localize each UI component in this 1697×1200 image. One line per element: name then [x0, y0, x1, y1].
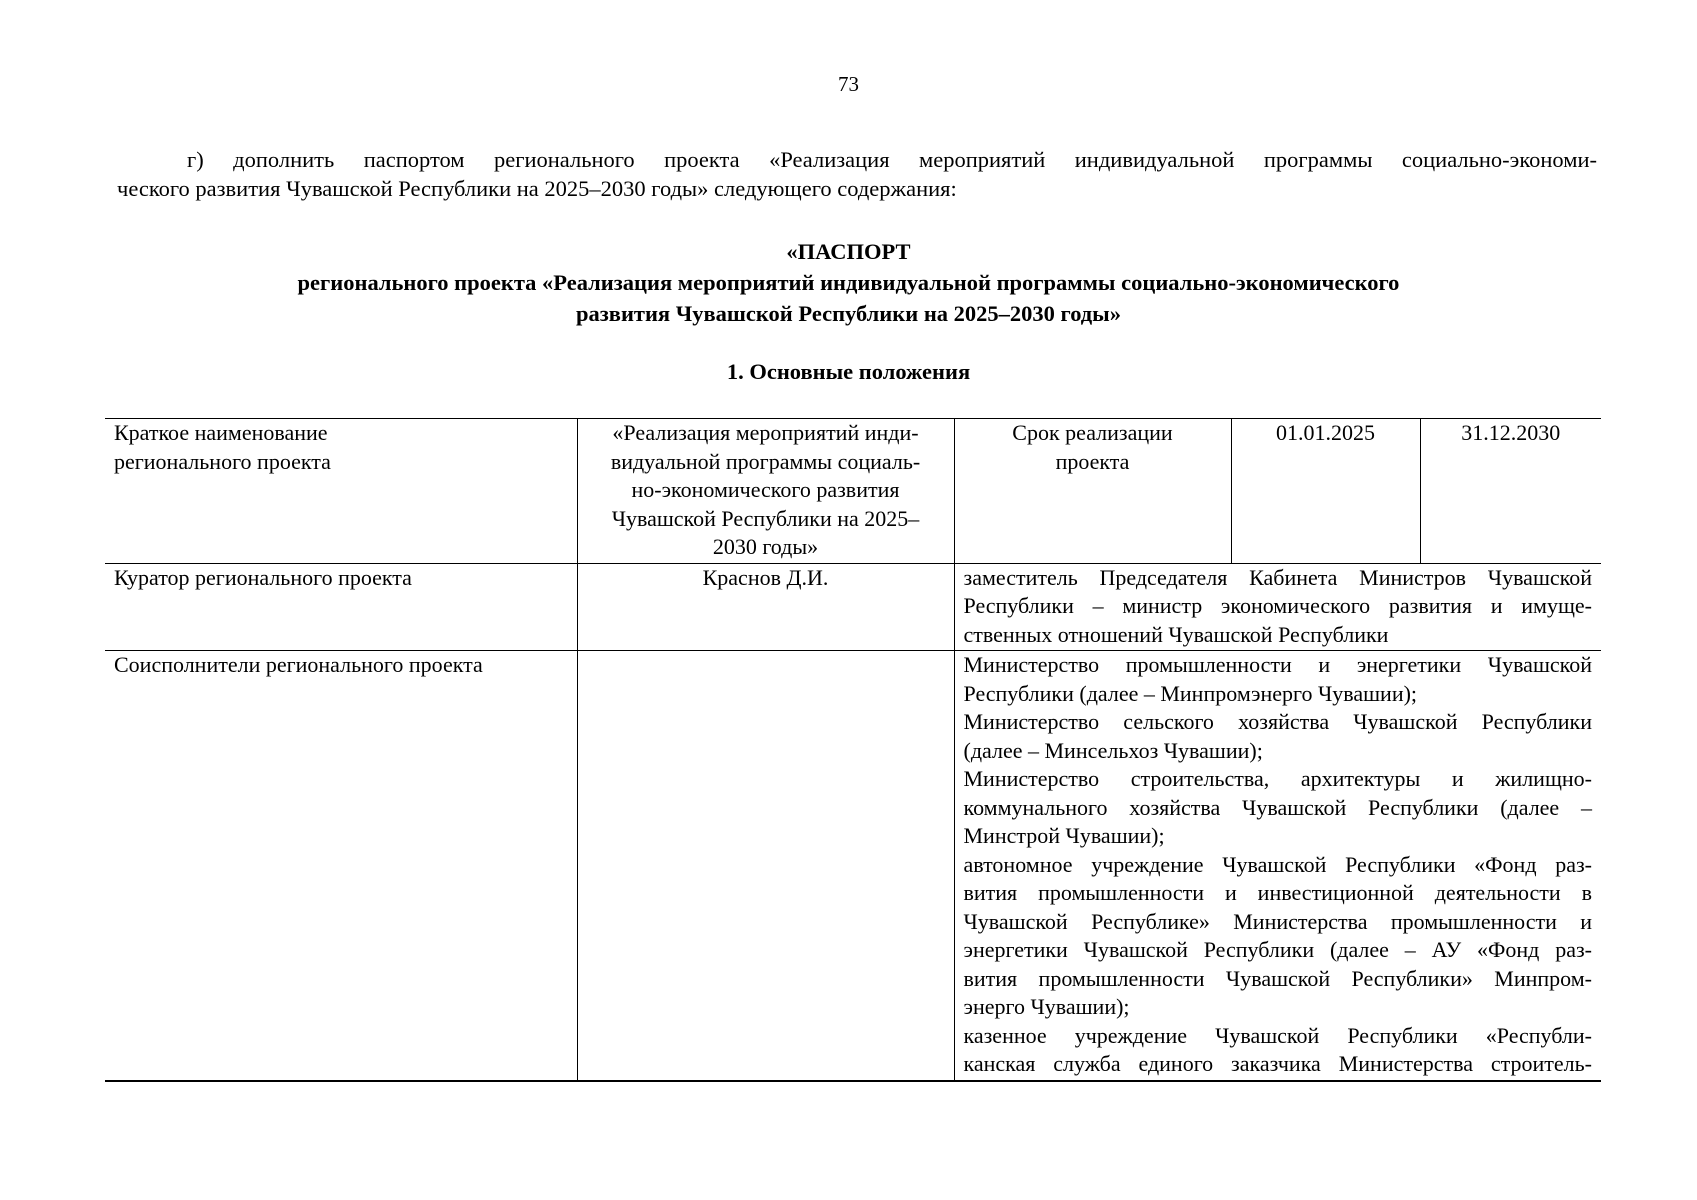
passport-title-line-3: развития Чувашской Республики на 2025–2030 годы»	[576, 301, 1121, 326]
passport-title-line-1: «ПАСПОРТ	[786, 239, 911, 264]
co-executor-line: казенное учреждение Чувашской Республики «Республи-	[963, 1022, 1592, 1048]
passport-title	[0, 236, 1697, 329]
term-label-line-2: проекта	[1055, 448, 1130, 474]
co-executors-list-cell	[954, 651, 1601, 1081]
term-label-cell	[954, 419, 1231, 564]
project-name-cell	[577, 419, 954, 564]
project-name-line: видуальной программы социаль-	[610, 448, 921, 474]
curator-position-line: заместитель Председателя Кабинета Министров Чувашской	[963, 564, 1592, 590]
passport-title-line-2: регионального проекта «Реализация мероприятий индивидуальной программы социально-экономического	[297, 270, 1400, 295]
project-name-line: Чувашской Республики на 2025–	[611, 505, 920, 531]
curator-position-line: Республики – министр экономического развития и имуще-	[963, 593, 1592, 618]
project-name-line: «Реализация мероприятий инди-	[612, 420, 919, 445]
start-date-cell: 01.01.2025	[1231, 419, 1420, 564]
project-name-line: 2030 годы»	[712, 534, 819, 559]
co-executor-line: вития промышленности и инвестиционной деятельности в	[963, 880, 1592, 905]
co-executor-line: Министерство строительства, архитектуры и жилищно-	[963, 766, 1592, 791]
basic-provisions-table	[105, 418, 1601, 1082]
co-executor-line: энергетики Чувашской Республики (далее – АУ «Фонд раз-	[963, 937, 1592, 962]
co-executors-empty-cell	[577, 651, 954, 1081]
short-name-label-line-2: регионального проекта	[114, 448, 331, 474]
co-executor-line: Чувашской Республике» Министерства промышленности и	[963, 908, 1592, 934]
co-executor-line: энерго Чувашии);	[963, 994, 1130, 1019]
table-row	[105, 651, 1601, 1081]
table-row	[105, 563, 1601, 651]
co-executor-line: канская служба единого заказчика Министерства строитель-	[963, 1051, 1592, 1076]
co-executor-line: Министерство сельского хозяйства Чувашской Республики	[963, 709, 1592, 734]
end-date-cell: 31.12.2030	[1420, 419, 1601, 564]
curator-label-cell: Куратор регионального проекта	[105, 563, 577, 651]
co-executor-line: Министерство промышленности и энергетики Чувашской	[963, 652, 1592, 677]
table-row	[105, 419, 1601, 564]
curator-position-cell	[954, 563, 1601, 651]
co-executor-line: коммунального хозяйства Чувашской Республики (далее –	[963, 794, 1592, 820]
co-executor-line: вития промышленности Чувашской Республики» Минпром-	[963, 965, 1592, 991]
co-executor-line: Минстрой Чувашии);	[963, 823, 1165, 848]
co-executor-line: (далее – Минсельхоз Чувашии);	[963, 737, 1263, 763]
project-name-line: но-экономического развития	[631, 477, 900, 502]
intro-line-2: ческого развития Чувашской Республики на 2025–2030 годы» следующего содержания:	[117, 176, 957, 201]
term-label-line-1: Срок реализации	[1012, 420, 1173, 445]
short-name-label-line-1: Краткое наименование	[114, 420, 328, 445]
intro-paragraph	[117, 145, 1597, 203]
co-executor-line: Республики (далее – Минпромэнерго Чувашии);	[963, 680, 1418, 706]
page-number: 73	[838, 72, 859, 96]
curator-person-cell: Краснов Д.И.	[577, 563, 954, 651]
curator-position-line: ственных отношений Чувашской Республики	[963, 621, 1389, 647]
section-title: 1. Основные положения	[726, 359, 971, 384]
short-name-label-cell	[105, 419, 577, 564]
intro-line-1: г) дополнить паспортом регионального проекта «Реализация мероприятий индивидуальной программы социально-экономи-	[187, 147, 1597, 172]
co-executors-label-cell: Соисполнители регионального проекта	[105, 651, 577, 1081]
co-executor-line: автономное учреждение Чувашской Республики «Фонд раз-	[963, 851, 1592, 877]
